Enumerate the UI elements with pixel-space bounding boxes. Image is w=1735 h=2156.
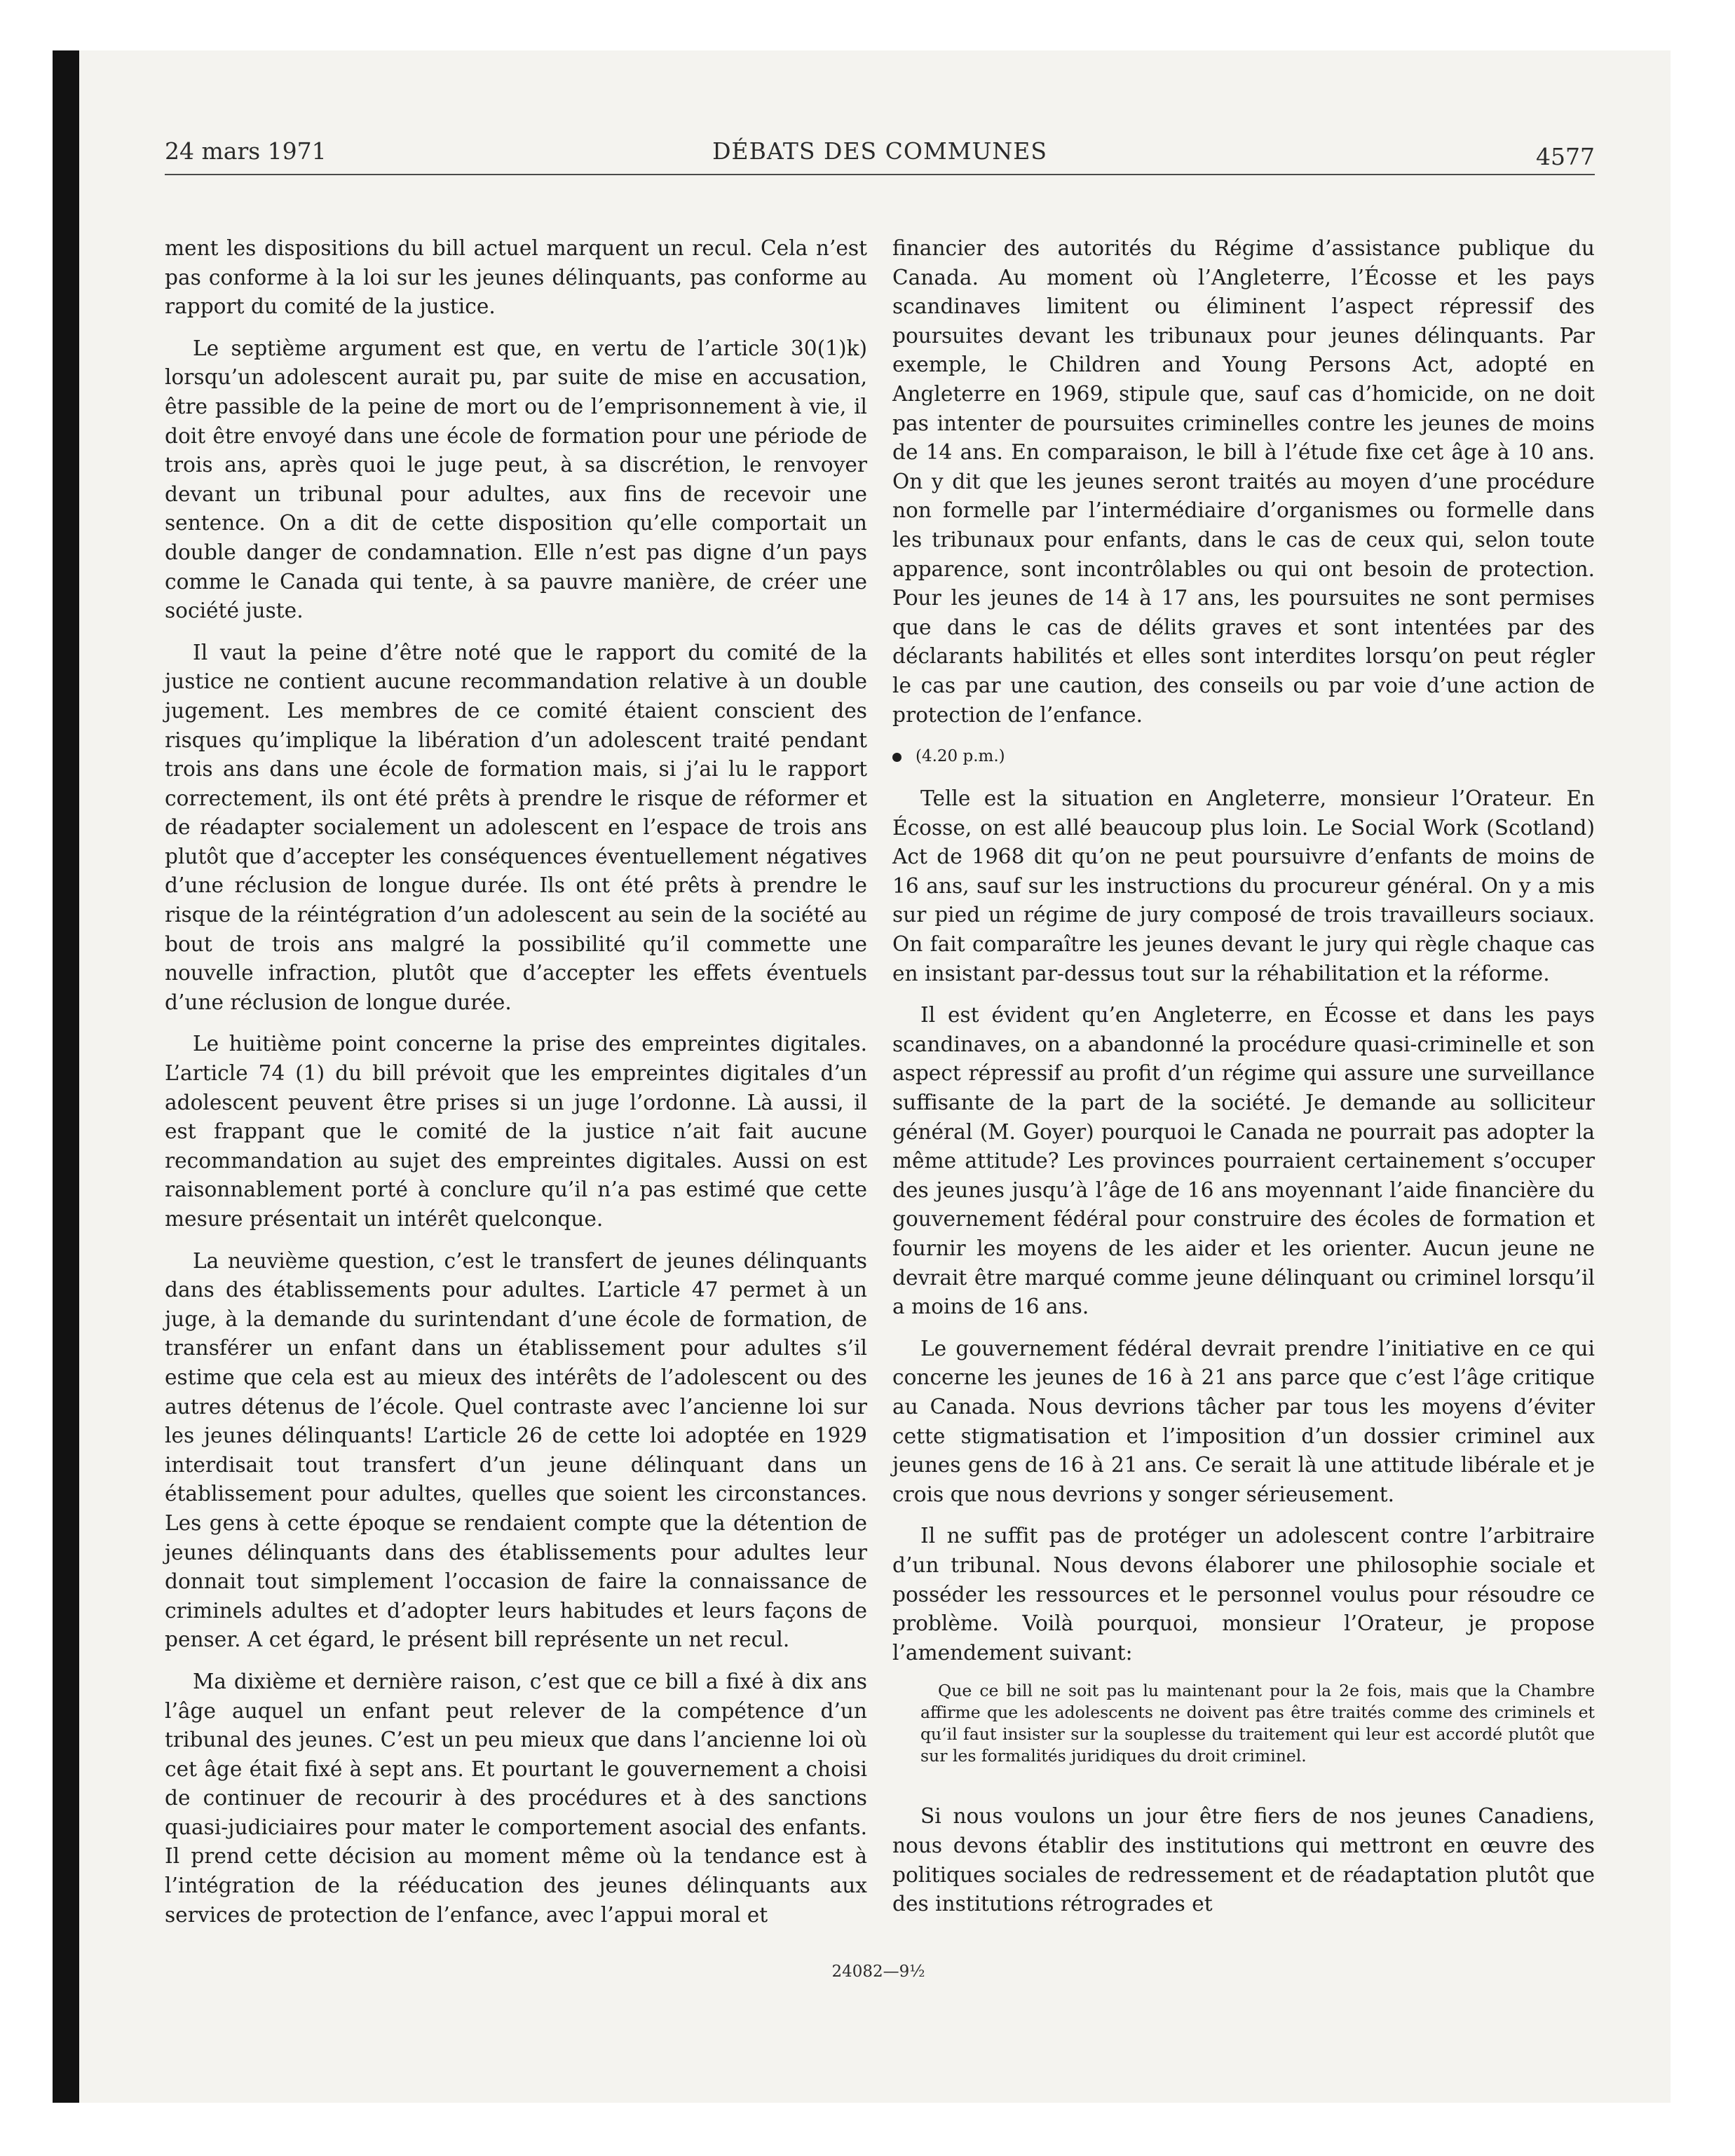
scan-binding-edge bbox=[53, 50, 79, 2103]
paragraph: Il est évident qu’en Angleterre, en Écosse et dans les pays scandinaves, on a abandonné la procédure quasi-criminelle et son aspect répressif au profit d’un régime qui assure une surveillance suffisante de la part de la société. Je demande au solliciteur général (M. Goyer) pourquoi le Canada ne pourrait pas adopter la même attitude? Les provinces pourraient certainement s’occuper des jeunes jusqu’à l’âge de 16 ans moyennant l’aide financière du gouvernement fédéral pour construire des écoles de formation et fournir les moyens de les aider et les orienter. Aucun jeune ne devrait être marqué comme jeune délinquant ou criminel lorsqu’il a moins de 16 ans. bbox=[892, 1003, 1595, 1319]
paragraph: Le gouvernement fédéral devrait prendre l’initiative en ce qui concerne les jeunes de 16 à 21 ans parce que c’est l’âge critique au Canada. Nous devrions tâcher par tous les moyens d’éviter cette stigmatisation et l’imposition d’un dossier criminel aux jeunes gens de 16 à 21 ans. Ce serait là une attitude libérale et je crois que nous devrions y songer sérieusement. bbox=[892, 1336, 1595, 1506]
paragraph: Si nous voulons un jour être fiers de nos jeunes Canadiens, nous devons établir des institutions qui mettront en œuvre des politiques sociales de redressement et de réadaptation plutôt que des institutions rétrogrades et bbox=[892, 1804, 1595, 1916]
paragraph: La neuvième question, c’est le transfert de jeunes délinquants dans des établissements pour adultes. L’article 47 permet à un juge, à la demande du surintendant d’une école de formation, de transférer un enfant dans un établissement pour adultes s’il estime que cela est au mieux des intérêts de l’adolescent ou des autres détenus de l’école. Quel contraste avec l’ancienne loi sur les jeunes délinquants! L’article 26 de cette loi adoptée en 1929 interdisait tout transfert d’un jeune délinquant dans un établissement pour adultes, quelles que soient les circonstances. Les gens à cette époque se rendaient compte que la détention de jeunes délinquants dans des établissements pour adultes leur donnait tout simplement l’occasion de faire la connaissance de criminels adultes et d’adopter leurs habitudes et leurs façons de penser. A cet égard, le présent bill représente un net recul. bbox=[165, 1248, 867, 1652]
bullet-icon bbox=[892, 753, 901, 762]
right-column bbox=[892, 234, 1595, 1932]
timestamp-text: (4.20 p.m.) bbox=[916, 747, 1005, 766]
left-column bbox=[165, 234, 867, 1942]
paragraph: Telle est la situation en Angleterre, monsieur l’Orateur. En Écosse, on est allé beaucoup plus loin. Le Social Work (Scotland) Act de 1968 dit qu’on ne peut poursuivre d’enfants de moins de 16 ans, sauf sur les instructions du procureur général. On y a mis sur pied un régime de jury composé de trois travailleurs sociaux. On fait comparaître les jeunes devant le jury qui règle chaque cas en insistant par-dessus tout sur la réhabilitation et la réforme. bbox=[892, 786, 1595, 985]
paragraph: Ma dixième et dernière raison, c’est que ce bill a fixé à dix ans l’âge auquel un enfant peut relever de la compétence d’un tribunal des jeunes. C’est un peu mieux que dans l’ancienne loi où cet âge était fixé à sept ans. Et pourtant le gouvernement a choisi de continuer de recourir à des procédures et à des sanctions quasi-judiciaires pour mater le comportement asocial des enfants. Il prend cette décision au moment même où la tendance est à l’intégration de la rééducation des jeunes délinquants aux services de protection de l’enfance, avec l’appui moral et bbox=[165, 1669, 867, 1927]
paragraph: Il vaut la peine d’être noté que le rapport du comité de la justice ne contient aucune recommandation relative à un double jugement. Les membres de ce comité étaient conscient des risques qu’implique la libération d’un adolescent traité pendant trois ans dans une école de formation mais, si j’ai lu le rapport correctement, ils ont été prêts à prendre le risque de réformer et de réadapter socialement un adolescent en l’espace de trois ans plutôt que d’accepter les conséquences éventuellement négatives d’une réclusion de longue durée. Ils ont été prêts à prendre le risque de la réintégration d’un adolescent au sein de la société au bout de trois ans malgré la possibilité qu’il commette une nouvelle infraction, plutôt que d’accepter les effets éventuels d’une réclusion de longue durée. bbox=[165, 640, 867, 1014]
page-header bbox=[165, 137, 1595, 175]
paragraph: ment les dispositions du bill actuel marquent un recul. Cela n’est pas conforme à la loi sur les jeunes délinquants, pas conforme au rapport du comité de la justice. bbox=[165, 236, 867, 319]
timestamp bbox=[892, 742, 1595, 770]
paragraph: Le huitième point concerne la prise des empreintes digitales. L’article 74 (1) du bill prévoit que les empreintes digitales d’un adolescent peuvent être prises si un juge l’ordonne. Là aussi, il est frappant que le comité de la justice n’ait fait aucune recommandation au sujet des empreintes digitales. Aussi on est raisonnablement porté à conclure qu’il n’a pas estimé que cette mesure présentait un intérêt quelconque. bbox=[165, 1032, 867, 1231]
paragraph: financier des autorités du Régime d’assistance publique du Canada. Au moment où l’Angleterre, l’Écosse et les pays scandinaves limitent ou éliminent l’aspect répressif des poursuites devant les tribunaux pour jeunes délinquants. Par exemple, le Children and Young Persons Act, adopté en Angleterre en 1969, stipule que, sauf cas d’homicide, on ne doit pas intenter de poursuites criminelles contre les jeunes de moins de 14 ans. En comparaison, le bill à l’étude fixe cet âge à 10 ans. On y dit que les jeunes seront traités au moyen d’une procédure non formelle par l’intermédiaire d’organismes ou formelle dans les tribunaux pour enfants, dans le cas de ceux qui, selon toute apparence, sont incontrôlables ou qui ont besoin de protection. Pour les jeunes de 14 à 17 ans, les poursuites ne sont permises que dans le cas de délits graves et sont intentées par des déclarants habilités et elles sont interdites lorsqu’on peut régler le cas par une caution, des conseils ou par voie d’une action de protection de l’enfance. bbox=[892, 236, 1595, 727]
header-page-number: 4577 bbox=[1536, 143, 1595, 170]
paragraph: Le septième argument est que, en vertu de l’article 30(1)k) lorsqu’un adolescent aurait pu, par suite de mise en accusation, être passible de la peine de mort ou de l’emprisonnement à vie, il doit être envoyé dans une école de formation pour une période de trois ans, après quoi le juge peut, à sa discrétion, le renvoyer devant un tribunal pour adultes, aux fins de recevoir une sentence. On a dit de cette disposition qu’elle comportait un double danger de condamnation. Elle n’est pas digne d’un pays comme le Canada qui tente, à sa pauvre manière, de créer une société juste. bbox=[165, 336, 867, 623]
header-date: 24 mars 1971 bbox=[165, 137, 327, 165]
header-title: DÉBATS DES COMMUNES bbox=[712, 137, 1047, 165]
amendment-quote: Que ce bill ne soit pas lu maintenant pour la 2e fois, mais que la Chambre affirme que les adolescents ne doivent pas être traités comme des criminels et qu’il faut insister sur la souplesse du traitement qui leur est accordé plutôt que sur les formalités juridiques du droit criminel. bbox=[920, 1681, 1595, 1766]
page-footer-code: 24082—9½ bbox=[831, 1963, 925, 1981]
paragraph: Il ne suffit pas de protéger un adolescent contre l’arbitraire d’un tribunal. Nous devons élaborer une philosophie sociale et posséder les ressources et le personnel voulus pour résoudre ce problème. Voilà pourquoi, monsieur l’Orateur, je propose l’amendement suivant: bbox=[892, 1524, 1595, 1665]
